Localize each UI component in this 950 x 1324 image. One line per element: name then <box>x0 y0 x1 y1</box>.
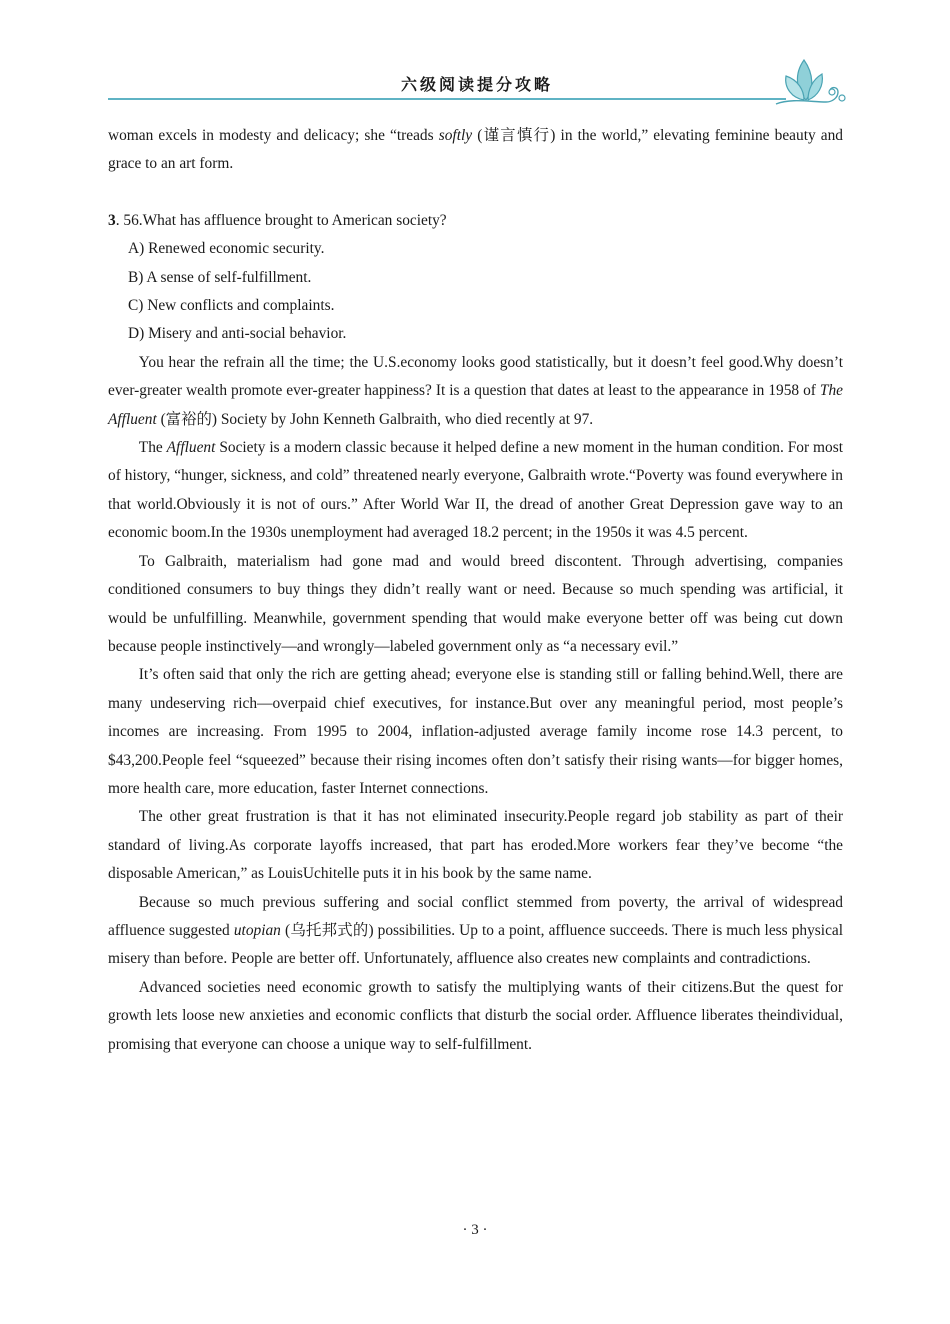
header-rule <box>108 98 786 100</box>
page-header <box>108 52 846 102</box>
paragraph-4: It’s often said that only the rich are getting ahead; everyone else is standing still or falling behind.Well, there are many undeserving rich—overpaid chief executives, for instance.But over any meaningful period, most people’s incomes are increasing. From 1995 to 2004, inflation-adjusted average family income rose 14.3 percent, to $43,200.People feel “squeezed” because their rising incomes often don’t satisfy their rising wants—for bigger homes, more health care, more education, faster Internet connections. <box>108 666 843 797</box>
intro-paragraph: woman excels in modesty and delicacy; she “treads softly (谨言慎行) in the world,” elevating feminine beauty and grace to an art form. <box>108 127 844 173</box>
paragraph-6: Because so much previous suffering and social conflict stemmed from poverty, the arrival of widespread affluence suggested utopian (乌托邦式的) possibilities. Up to a point, affluence succeeds. There is much less physical misery than before. People are better off. Unfortunately, affluence also creates new complaints and contradictions. <box>108 893 844 968</box>
italic-term: utopian <box>233 921 281 939</box>
floral-ornament-icon <box>766 52 846 112</box>
option-d: D) Misery and anti-social behavior. <box>128 325 347 343</box>
question-stem: 3. 56.What has affluence brought to American society? <box>108 211 447 229</box>
page-content <box>108 122 843 1059</box>
paragraph-7: Advanced societies need economic growth to satisfy the multiplying wants of their citizens.But the quest for growth lets loose new anxieties and economic conflicts that disturb the social order. Affluence liberates theindividual, promising that everyone can choose a unique way to self-fulfillment. <box>108 978 843 1053</box>
book-title: The Affluent <box>108 382 843 428</box>
option-c: C) New conflicts and complaints. <box>128 297 335 315</box>
question-number: 3 <box>108 211 116 229</box>
paragraph-3: To Galbraith, materialism had gone mad and would breed discontent. Through advertising, companies conditioned consumers to buy things they didn’t really want or need. Because so much spending was artificial, it would be unfulfilling. Meanwhile, government spending that would make everyone better off was being cut down because people instinctively—and wrongly—labeled government only as “a necessary evil.” <box>108 552 843 655</box>
italic-term: Affluent <box>166 439 216 457</box>
option-a: A) Renewed economic security. <box>128 240 325 258</box>
paragraph-1: You hear the refrain all the time; the U.S.economy looks good statistically, but it doesn’t feel good.Why doesn’t ever-greater wealth promote ever-greater happiness? It is a question that dates at least to the appearance in 1958 of The Affluent (富裕的) Society by John Kenneth Galbraith, who died recently at 97. <box>108 353 843 428</box>
paragraph-2: The Affluent Society is a modern classic because it helped define a new moment in the human condition. For most of history, “hunger, sickness, and cold” threatened nearly everyone, Galbraith wrote.“Poverty was found everywhere in that world.Obviously it is not of ours.” After World War II, the dread of another Great Depression gave way to an economic boom.In the 1930s unemployment had averaged 18.2 percent; in the 1950s it was 4.5 percent. <box>108 439 843 542</box>
option-b: B) A sense of self-fulfillment. <box>128 268 312 286</box>
page-number: · 3 · <box>462 1222 488 1238</box>
italic-term: softly <box>438 127 473 144</box>
header-title: 六级阅读提分攻略 <box>400 75 553 94</box>
paragraph-5: The other great frustration is that it has not eliminated insecurity.People regard job stability as part of their standard of living.As corporate layoffs increased, that part has eroded.More workers fear they’ve become “the disposable American,” as LouisUchitelle puts it in his book by the same name. <box>108 808 843 883</box>
